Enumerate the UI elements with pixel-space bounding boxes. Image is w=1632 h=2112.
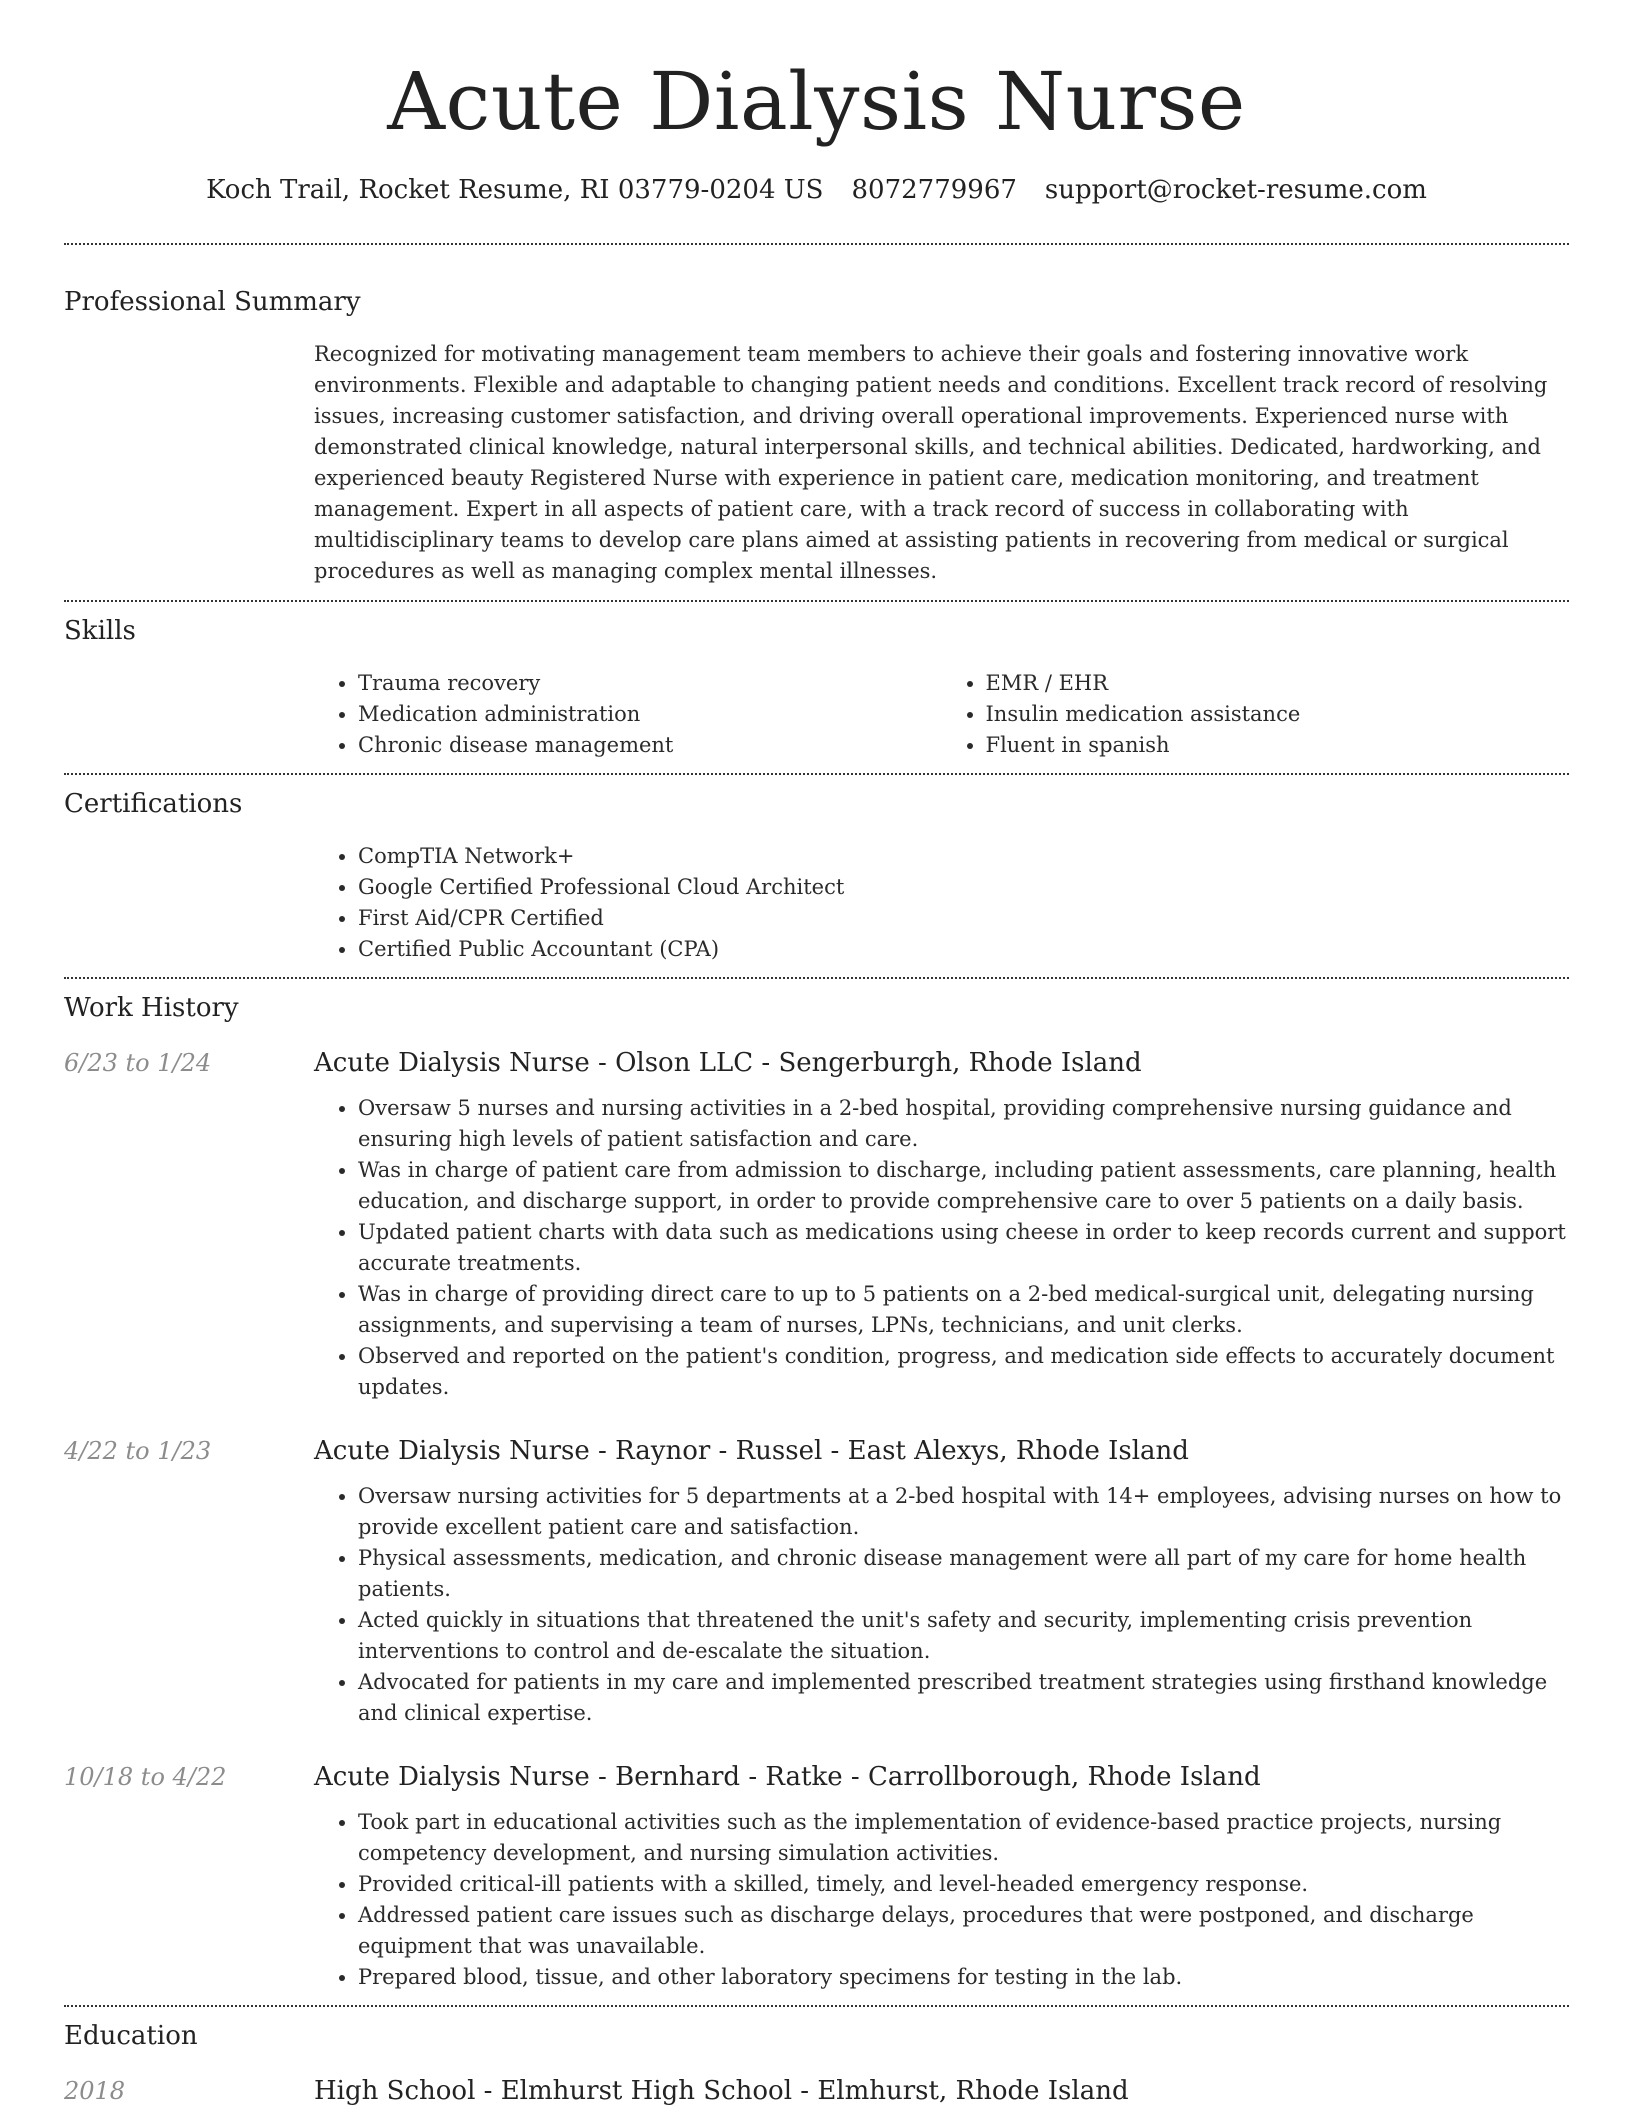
job-entry <box>64 1435 1569 1729</box>
job-bullet: • Oversaw nursing activities for 5 departments at a 2-bed hospital with 14+ employees, advising nurses on how to provide excellent patient care and satisfaction. <box>358 1481 1569 1543</box>
divider <box>64 2005 1569 2007</box>
contact-address: Koch Trail, Rocket Resume, RI 03779-0204 US <box>206 175 824 205</box>
job-title: Acute Dialysis Nurse - Olson LLC - Sengerburgh, Rhode Island <box>314 1048 1142 1078</box>
skill-item: • Insulin medication assistance <box>986 699 1570 730</box>
skill-item: • EMR / EHR <box>986 668 1570 699</box>
resume-name: Acute Dialysis Nurse <box>387 55 1246 148</box>
job-date: 4/22 to 1/23 <box>64 1437 212 1465</box>
job-bullets <box>314 1481 1569 1729</box>
skill-item: • Trauma recovery <box>358 668 942 699</box>
contact-phone: 8072779967 <box>851 175 1017 205</box>
job-bullet: • Acted quickly in situations that threatened the unit's safety and security, implementing crisis prevention interventions to control and de-escalate the situation. <box>358 1605 1569 1667</box>
job-bullet: • Updated patient charts with data such as medications using cheese in order to keep records current and support accurate treatments. <box>358 1217 1569 1279</box>
divider <box>64 773 1569 775</box>
summary-section <box>64 285 1569 587</box>
job-bullets <box>314 1093 1569 1403</box>
certification-item: • CompTIA Network+ <box>358 841 1569 872</box>
skill-item: • Medication administration <box>358 699 942 730</box>
skills-section <box>64 614 1569 761</box>
education-title: High School - Elmhurst High School - Elmhurst, Rhode Island <box>314 2076 1129 2106</box>
certification-item: • First Aid/CPR Certified <box>358 903 1569 934</box>
job-entry <box>64 1047 1569 1403</box>
contact-email[interactable]: support@rocket-resume.com <box>1044 175 1427 205</box>
job-entry <box>64 1761 1569 1993</box>
education-date: 2018 <box>64 2077 126 2105</box>
certifications-list <box>314 841 1569 965</box>
summary-heading: Professional Summary <box>64 287 361 317</box>
job-bullet: • Physical assessments, medication, and chronic disease management were all part of my care for home health patients. <box>358 1543 1569 1605</box>
education-section <box>64 2019 1569 2107</box>
job-bullets <box>314 1807 1569 1993</box>
skill-item: • Chronic disease management <box>358 730 942 761</box>
certification-item: • Certified Public Accountant (CPA) <box>358 934 1569 965</box>
job-title: Acute Dialysis Nurse - Bernhard - Ratke - Carrollborough, Rhode Island <box>314 1762 1261 1792</box>
certification-item: • Google Certified Professional Cloud Architect <box>358 872 1569 903</box>
skills-list-left <box>314 668 942 761</box>
job-bullet: • Prepared blood, tissue, and other laboratory specimens for testing in the lab. <box>358 1962 1569 1993</box>
work-history-heading: Work History <box>64 993 239 1023</box>
job-bullet: • Took part in educational activities such as the implementation of evidence-based practice projects, nursing competency development, and nursing simulation activities. <box>358 1807 1569 1869</box>
education-entry <box>64 2075 1569 2107</box>
job-bullet: • Observed and reported on the patient's condition, progress, and medication side effects to accurately document updates. <box>358 1341 1569 1403</box>
divider <box>64 243 1569 245</box>
work-history-section <box>64 991 1569 1993</box>
skill-item: • Fluent in spanish <box>986 730 1570 761</box>
job-bullet: • Advocated for patients in my care and implemented prescribed treatment strategies using firsthand knowledge and clinical expertise. <box>358 1667 1569 1729</box>
job-bullet: • Was in charge of providing direct care to up to 5 patients on a 2-bed medical-surgical unit, delegating nursing assignments, and supervising a team of nurses, LPNs, technicians, and unit clerks. <box>358 1279 1569 1341</box>
certifications-heading: Certifications <box>64 789 243 819</box>
job-bullet: • Was in charge of patient care from admission to discharge, including patient assessments, care planning, health education, and discharge support, in order to provide comprehensive care to over 5 patients on a daily basis. <box>358 1155 1569 1217</box>
job-title: Acute Dialysis Nurse - Raynor - Russel - East Alexys, Rhode Island <box>314 1436 1189 1466</box>
divider <box>64 977 1569 979</box>
summary-text: Recognized for motivating management team members to achieve their goals and fostering innovative work environments. Flexible and adaptable to changing patient needs and conditions. Excellent track record of resolving issues, increasing customer satisfaction, and driving overall operational improvements. Experienced nurse with demonstrated clinical knowledge, natural interpersonal skills, and technical abilities. Dedicated, hardworking, and experienced beauty Registered Nurse with experience in patient care, medication monitoring, and treatment management. Expert in all aspects of patient care, with a track record of success in collaborating with multidisciplinary teams to develop care plans aimed at assisting patients in recovering from medical or surgical procedures as well as managing complex mental illnesses. <box>314 342 1548 583</box>
divider <box>64 600 1569 602</box>
skills-grid <box>314 668 1569 761</box>
job-bullet: • Oversaw 5 nurses and nursing activities in a 2-bed hospital, providing comprehensive nursing guidance and ensuring high levels of patient satisfaction and care. <box>358 1093 1569 1155</box>
job-date: 6/23 to 1/24 <box>64 1049 212 1077</box>
resume-page <box>64 0 1569 2107</box>
skills-list-right <box>942 668 1570 761</box>
job-date: 10/18 to 4/22 <box>64 1763 227 1791</box>
job-bullet: • Addressed patient care issues such as discharge delays, procedures that were postponed, and discharge equipment that was unavailable. <box>358 1900 1569 1962</box>
skills-heading: Skills <box>64 616 136 646</box>
education-heading: Education <box>64 2021 198 2051</box>
job-bullet: • Provided critical-ill patients with a skilled, timely, and level-headed emergency response. <box>358 1869 1569 1900</box>
contact-line <box>64 174 1569 206</box>
certifications-section <box>64 787 1569 965</box>
